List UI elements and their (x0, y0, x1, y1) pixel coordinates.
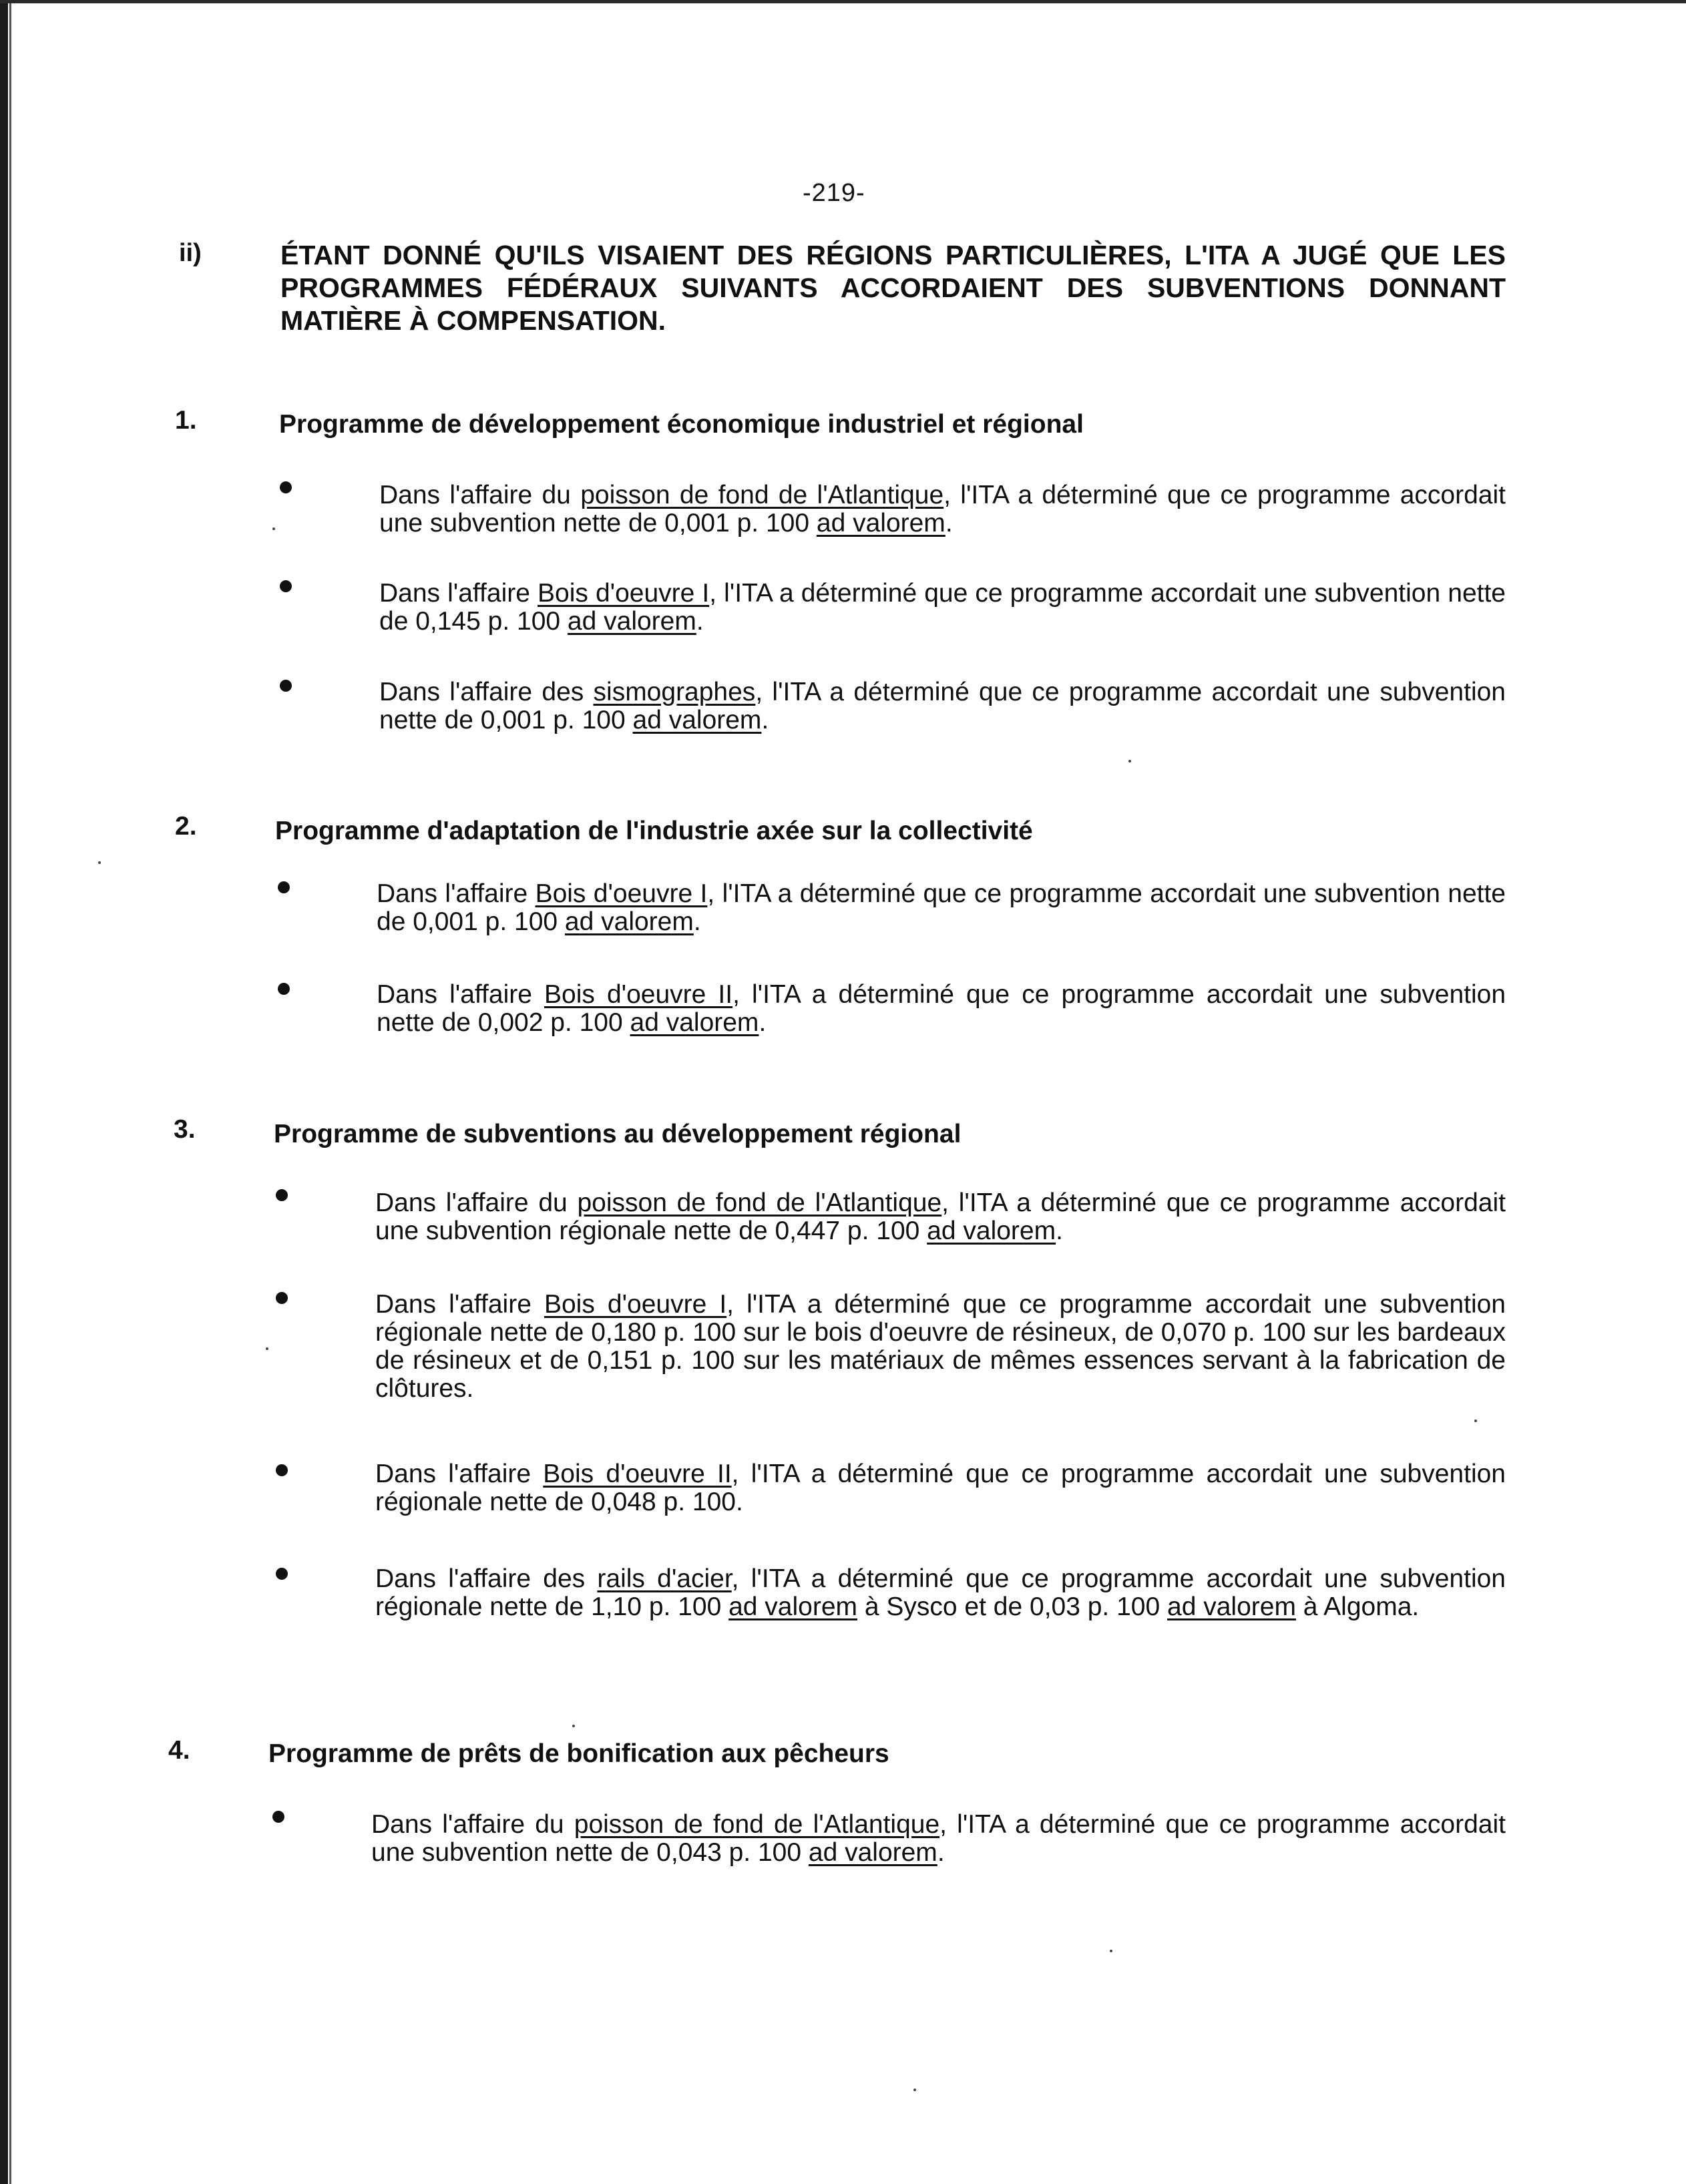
bullet-item: Dans l'affaire du poisson de fond de l'Atlantique, l'ITA a déterminé que ce programme accordait une subvention régionale nette de 0,447 p. 100 ad valorem. (375, 1188, 1506, 1245)
program-title: Programme de subventions au développement régional (274, 1120, 962, 1148)
scan-speck (1474, 1419, 1477, 1422)
bullet-item: Dans l'affaire Bois d'oeuvre I, l'ITA a déterminé que ce programme accordait une subvention nette de 0,001 p. 100 ad valorem. (377, 879, 1506, 936)
scan-speck (272, 527, 275, 530)
bullet-item: Dans l'affaire Bois d'oeuvre I, l'ITA a déterminé que ce programme accordait une subvention nette de 0,145 p. 100 ad valorem. (379, 579, 1506, 636)
scan-speck (1128, 760, 1131, 762)
scan-speck (913, 2089, 916, 2091)
program-number: 2. (175, 812, 197, 841)
section-marker: ii) (179, 239, 202, 267)
scan-left-border-inner (9, 0, 11, 2184)
scan-speck (1110, 1950, 1112, 1952)
bullet-icon (276, 1568, 288, 1580)
bullet-icon (278, 881, 290, 893)
scan-speck (98, 861, 101, 864)
program-number: 4. (168, 1736, 190, 1765)
bullet-icon (276, 1292, 288, 1304)
bullet-item: Dans l'affaire du poisson de fond de l'Atlantique, l'ITA a déterminé que ce programme accordait une subvention nette de 0,001 p. 100 ad valorem. (379, 481, 1506, 537)
program-number: 3. (174, 1115, 196, 1144)
program-title: Programme d'adaptation de l'industrie axée sur la collectivité (275, 817, 1033, 845)
bullet-item: Dans l'affaire des rails d'acier, l'ITA a déterminé que ce programme accordait une subvention régionale nette de 1,10 p. 100 ad valorem à Sysco et de 0,03 p. 100 ad valorem à Algoma. (375, 1564, 1506, 1621)
program-number: 1. (175, 406, 197, 435)
bullet-icon (272, 1811, 284, 1823)
bullet-icon (278, 983, 290, 995)
bullet-icon (280, 580, 292, 592)
bullet-item: Dans l'affaire Bois d'oeuvre II, l'ITA a déterminé que ce programme accordait une subvention nette de 0,002 p. 100 ad valorem. (377, 980, 1506, 1037)
bullet-item: Dans l'affaire des sismographes, l'ITA a déterminé que ce programme accordait une subvention nette de 0,001 p. 100 ad valorem. (379, 678, 1506, 734)
bullet-icon (276, 1464, 288, 1476)
program-title: Programme de prêts de bonification aux pêcheurs (268, 1739, 889, 1768)
program-title: Programme de développement économique industriel et régional (279, 410, 1084, 439)
bullet-icon (280, 481, 292, 493)
bullet-item: Dans l'affaire Bois d'oeuvre I, l'ITA a déterminé que ce programme accordait une subvention régionale nette de 0,180 p. 100 sur le bois d'oeuvre de résineux, de 0,070 p. 100 sur les bardeaux de résineux et de 0,151 p. 100 sur les matériaux de mêmes essences servant à la fabrication de clôtures. (375, 1290, 1506, 1403)
bullet-icon (280, 680, 292, 692)
bullet-icon (276, 1189, 288, 1201)
page-number: -219- (803, 179, 865, 207)
scan-left-border (0, 0, 8, 2184)
bullet-item: Dans l'affaire Bois d'oeuvre II, l'ITA a déterminé que ce programme accordait une subvention régionale nette de 0,048 p. 100. (375, 1460, 1506, 1516)
scan-speck (572, 1725, 575, 1727)
bullet-item: Dans l'affaire du poisson de fond de l'Atlantique, l'ITA a déterminé que ce programme accordait une subvention nette de 0,043 p. 100 ad valorem. (371, 1810, 1506, 1867)
section-heading: ÉTANT DONNÉ QU'ILS VISAIENT DES RÉGIONS PARTICULIÈRES, L'ITA A JUGÉ QUE LES PROGRAMMES FÉDÉRAUX SUIVANTS ACCORDAIENT DES SUBVENTIONS DONNANT MATIÈRE À COMPENSATION. (280, 240, 1506, 336)
scan-speck (266, 1347, 268, 1350)
scan-top-border (0, 0, 1686, 3)
